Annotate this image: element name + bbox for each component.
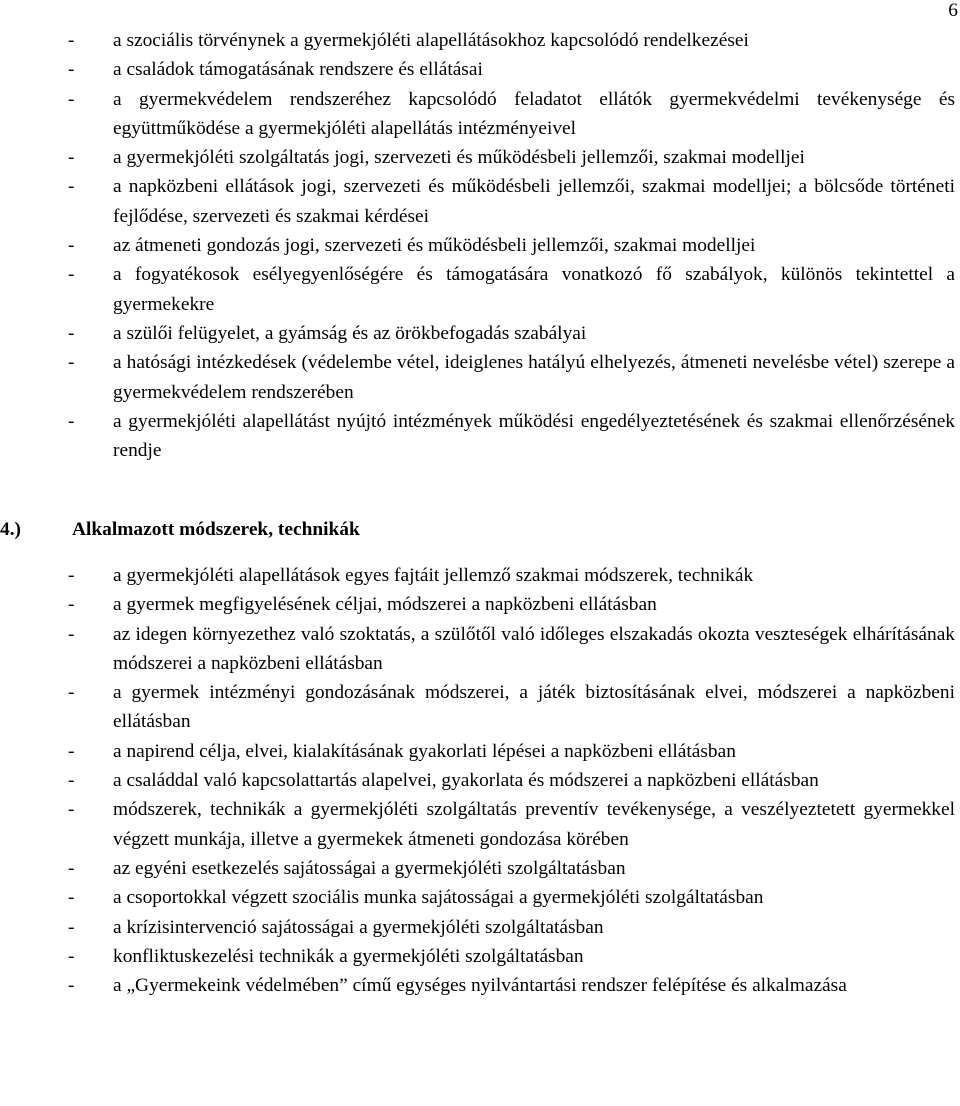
list-item-text: a gyermekjóléti alapellátást nyújtó intézmények működési engedélyeztetésének és szakmai ellenőrzésének rendje — [113, 410, 955, 462]
list-dash: - — [68, 30, 75, 51]
methods-list-items — [68, 561, 955, 1000]
list-item-text: módszerek, technikák a gyermekjóléti szolgáltatás preventív tevékenysége, a veszélyeztetett gyermekkel végzett munkája, illetve a gyermekek átmeneti gondozása körében — [113, 799, 955, 850]
list-dash: - — [68, 322, 75, 344]
list-item-text: a napközbeni ellátások jogi, szervezeti és működésbeli jellemzői, szakmai modelljei; a bölcsőde történeti fejlődése, szervezeti és szakmai kérdései — [113, 176, 955, 227]
page-number: 6 — [948, 0, 958, 21]
list-item-text: a családdal való kapcsolattartás alapelvei, gyakorlata és módszerei a napközbeni ellátásban — [113, 770, 819, 792]
list-item — [68, 26, 955, 55]
list-item — [68, 678, 955, 737]
list-item-text: a gyermekjóléti alapellátások egyes fajtáit jellemző szakmai módszerek, technikák — [113, 565, 754, 586]
list-dash: - — [68, 59, 75, 81]
list-item-text: a gyermekjóléti szolgáltatás jogi, szervezeti és működésbeli jellemzői, szakmai modelljei — [113, 147, 805, 169]
list-item-text: a gyermekvédelem rendszeréhez kapcsolódó feladatot ellátók gyermekvédelmi tevékenysége és együttműködése a gyermekjóléti alapellátás intézményeivel — [113, 88, 955, 139]
list-item — [68, 913, 955, 942]
list-dash: - — [68, 887, 75, 909]
list-item-text: az idegen környezethez való szoktatás, a szülőtől való időleges elszakadás okozta veszteségek elhárításának módszerei a napközbeni ellátásban — [113, 623, 955, 674]
list-item-text: a krízisintervenció sajátosságai a gyermekjóléti szolgáltatásban — [113, 916, 604, 938]
list-item-text: az átmeneti gondozás jogi, szervezeti és működésbeli jellemzői, szakmai modelljei — [113, 235, 756, 257]
list-item — [68, 854, 955, 883]
list-item — [68, 319, 955, 348]
list-item-text: a „Gyermekeink védelmében” című egységes nyilvántartási rendszer felépítése és alkalmazása — [113, 975, 847, 997]
list-item — [68, 348, 955, 407]
list-dash: - — [68, 352, 75, 374]
list-item-text: a családok támogatásának rendszere és ellátásai — [113, 59, 483, 81]
list-item — [68, 85, 955, 144]
list-dash: - — [68, 264, 75, 286]
list-dash: - — [68, 594, 75, 616]
list-item-text: a fogyatékosok esélyegyenlőségére és támogatására vonatkozó fő szabályok, különös tekintettel a gyermekekre — [113, 264, 955, 315]
list-item — [68, 143, 955, 172]
list-item — [68, 231, 955, 260]
list-dash: - — [68, 235, 75, 257]
list-item — [68, 795, 955, 854]
list-item-text: a csoportokkal végzett szociális munka sajátosságai a gyermekjóléti szolgáltatásban — [113, 887, 764, 909]
list-item-text: az egyéni esetkezelés sajátosságai a gyermekjóléti szolgáltatásban — [113, 857, 626, 879]
list-item — [68, 971, 955, 1000]
section-title: Alkalmazott módszerek, technikák — [72, 519, 360, 540]
list-item-text: a gyermek megfigyelésének céljai, módszerei a napközbeni ellátásban — [113, 594, 657, 616]
list-item — [68, 942, 955, 971]
list-dash: - — [68, 623, 75, 645]
list-dash: - — [68, 565, 75, 586]
list-item — [68, 260, 955, 319]
requirements-list — [68, 26, 955, 465]
list-dash: - — [68, 176, 75, 198]
list-item — [68, 620, 955, 679]
list-dash: - — [68, 740, 75, 762]
list-dash: - — [68, 682, 75, 704]
list-item-text: a hatósági intézkedések (védelembe vétel, ideiglenes hatályú elhelyezés, átmeneti nevelésbe vétel) szerepe a gyermekvédelem rendszerében — [113, 352, 955, 403]
list-dash: - — [68, 410, 75, 432]
list-dash: - — [68, 147, 75, 169]
list-dash: - — [68, 770, 75, 792]
methods-list — [68, 561, 955, 1000]
list-item-text: a gyermek intézményi gondozásának módszerei, a játék biztosításának elvei, módszerei a napközbeni ellátásban — [113, 682, 955, 733]
list-dash: - — [68, 945, 75, 967]
list-item — [68, 561, 955, 590]
list-item — [68, 766, 955, 795]
list-dash: - — [68, 975, 75, 997]
section-number: 4.) — [0, 519, 22, 540]
requirements-list-items — [68, 26, 955, 465]
list-item — [68, 883, 955, 912]
list-item-text: a napirend célja, elvei, kialakításának gyakorlati lépései a napközbeni ellátásban — [113, 740, 736, 762]
list-item — [68, 590, 955, 619]
section-heading — [0, 515, 960, 544]
list-item-text: a szociális törvénynek a gyermekjóléti alapellátásokhoz kapcsolódó rendelkezései — [113, 30, 749, 51]
list-item-text: a szülői felügyelet, a gyámság és az örökbefogadás szabályai — [113, 322, 587, 344]
list-dash: - — [68, 88, 75, 110]
list-item — [68, 55, 955, 84]
list-dash: - — [68, 799, 75, 821]
list-item-text: konfliktuskezelési technikák a gyermekjóléti szolgáltatásban — [113, 945, 584, 967]
list-item — [68, 407, 955, 466]
list-item — [68, 737, 955, 766]
list-dash: - — [68, 857, 75, 879]
list-dash: - — [68, 916, 75, 938]
list-item — [68, 172, 955, 231]
